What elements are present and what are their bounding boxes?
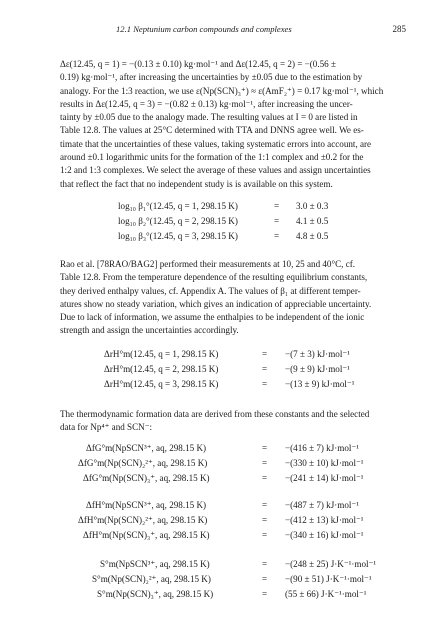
- equation-row: [0, 574, 448, 588]
- equation-sign: =: [262, 589, 268, 599]
- text-line: 0.19) kg·mol⁻¹, after increasing the uncertainties by ±0.05 due to the estimation by: [60, 72, 363, 83]
- equation-rhs: −(241 ± 14) kJ·mol⁻¹: [285, 473, 364, 483]
- equation-rhs: −(340 ± 16) kJ·mol⁻¹: [285, 530, 364, 540]
- equation-rhs: −(248 ± 25) J·K⁻¹·mol⁻¹: [285, 559, 377, 569]
- text-line: tainty by ±0.05 due to the analogy made. The resulting values at I = 0 are listed in: [60, 112, 358, 123]
- running-header: [60, 24, 406, 38]
- paragraph-rao: [60, 258, 406, 338]
- equation-row: [0, 443, 448, 457]
- equation-sign: =: [262, 515, 268, 525]
- text-line: results in Δε(12.45, q = 3) = −(0.82 ± 0.13) kg·mol⁻¹, after increasing the uncer-: [60, 98, 353, 109]
- equation-sign: =: [262, 364, 268, 374]
- text-line: Rao et al. [78RAO/BAG2] performed their measurements at 10, 25 and 40°C, cf.: [60, 259, 356, 269]
- equation-lhs: ΔfG°m(Np(SCN)₂²⁺, aq, 298.15 K): [78, 458, 208, 468]
- equation-lhs: log₁₀ β₃°(12.45, q = 3, 298.15 K): [118, 231, 238, 241]
- equation-sign: =: [274, 216, 280, 226]
- equation-lhs: ΔrH°m(12.45, q = 1, 298.15 K): [104, 349, 219, 359]
- equation-row: [0, 500, 448, 514]
- text-line: they derived enthalpy values, cf. Appendix A. The values of β₁ at different temper-: [60, 285, 361, 296]
- page-number: 285: [392, 24, 406, 34]
- text-line: analogy. For the 1:3 reaction, we use ε(Np(SCN)₃⁺) ≈ ε(AmF₂⁺) = 0.17 kg·mol⁻¹, which: [60, 85, 384, 96]
- text-line: strength and assign the uncertainties accordingly.: [60, 325, 239, 336]
- equation-row: [0, 216, 448, 230]
- equation-rhs: −(90 ± 51) J·K⁻¹·mol⁻¹: [285, 574, 372, 584]
- equation-sign: =: [262, 349, 268, 359]
- equation-rhs: 4.8 ± 0.5: [296, 231, 329, 241]
- equation-sign: =: [262, 559, 268, 569]
- paragraph-uncertainty: [60, 58, 406, 191]
- equation-lhs: ΔfH°m(NpSCN³⁺, aq, 298.15 K): [86, 500, 207, 510]
- equation-rhs: 3.0 ± 0.3: [296, 201, 329, 211]
- equation-sign: =: [262, 530, 268, 540]
- equation-rhs: −(13 ± 9) kJ·mol⁻¹: [285, 379, 355, 389]
- equation-row: [0, 231, 448, 245]
- text-line: 1:2 and 1:3 complexes. We select the average of these values and assign uncertainties: [60, 165, 371, 176]
- paragraph-formation: [60, 408, 406, 435]
- equation-row: [0, 530, 448, 544]
- equation-row: [0, 589, 448, 603]
- equation-sign: =: [262, 500, 268, 510]
- running-header-title: 12.1 Neptunium carbon compounds and complexes: [116, 24, 292, 34]
- text-line: atures show no steady variation, which gives an indication of appreciable uncertainty.: [60, 298, 372, 309]
- equation-rhs: −(487 ± 7) kJ·mol⁻¹: [285, 500, 359, 510]
- equation-sign: =: [274, 231, 280, 241]
- equation-row: [0, 379, 448, 393]
- equation-row: [0, 201, 448, 215]
- equation-row: [0, 473, 448, 487]
- equation-rhs: −(412 ± 13) kJ·mol⁻¹: [285, 515, 364, 525]
- equation-sign: =: [274, 201, 280, 211]
- equation-rhs: −(330 ± 10) kJ·mol⁻¹: [285, 458, 364, 468]
- equation-lhs: log₁₀ β₂°(12.45, q = 2, 298.15 K): [118, 216, 238, 226]
- equation-rhs: (55 ± 66) J·K⁻¹·mol⁻¹: [285, 589, 367, 599]
- equation-sign: =: [262, 458, 268, 468]
- text-line: Table 12.8. From the temperature dependence of the resulting equilibrium constants,: [60, 272, 368, 283]
- equation-rhs: 4.1 ± 0.5: [296, 216, 329, 226]
- equation-row: [0, 458, 448, 472]
- equation-lhs: S°m(NpSCN³⁺, aq, 298.15 K): [100, 559, 210, 569]
- text-line: The thermodynamic formation data are derived from these constants and the selected: [60, 409, 370, 419]
- equation-lhs: ΔfH°m(Np(SCN)₂²⁺, aq, 298.15 K): [78, 515, 208, 525]
- equation-lhs: S°m(Np(SCN)₂²⁺, aq, 298.15 K): [92, 574, 211, 584]
- text-line: data for Np⁴⁺ and SCN⁻:: [60, 422, 153, 433]
- equation-sign: =: [262, 574, 268, 584]
- equation-rhs: −(9 ± 9) kJ·mol⁻¹: [285, 364, 350, 374]
- equation-lhs: ΔfG°m(NpSCN³⁺, aq, 298.15 K): [86, 443, 207, 453]
- text-line: timate that the uncertainties of these values, taking systematic errors into account, are: [60, 138, 372, 149]
- equation-row: [0, 349, 448, 363]
- text-line: Δε(12.45, q = 1) = −(0.13 ± 0.10) kg·mol⁻¹ and Δε(12.45, q = 2) = −(0.56 ±: [60, 59, 336, 69]
- text-line: that reflect the fact that no independent study is is available on this system.: [60, 178, 333, 189]
- equation-row: [0, 364, 448, 378]
- equation-row: [0, 559, 448, 573]
- equation-rhs: −(416 ± 7) kJ·mol⁻¹: [285, 443, 359, 453]
- equation-lhs: ΔrH°m(12.45, q = 2, 298.15 K): [104, 364, 219, 374]
- text-line: Table 12.8. The values at 25°C determined with TTA and DNNS agree well. We es-: [60, 125, 364, 136]
- equation-lhs: S°m(Np(SCN)₃⁺, aq, 298.15 K): [97, 589, 214, 599]
- text-line: Due to lack of information, we assume the enthalpies to be independent of the ionic: [60, 312, 365, 323]
- equation-row: [0, 515, 448, 529]
- text-line: around ±0.1 logarithmic units for the formation of the 1:1 complex and ±0.2 for the: [60, 152, 364, 163]
- equation-lhs: log₁₀ β₁°(12.45, q = 1, 298.15 K): [118, 201, 238, 211]
- equation-lhs: ΔrH°m(12.45, q = 3, 298.15 K): [104, 379, 219, 389]
- equation-sign: =: [262, 379, 268, 389]
- equation-lhs: ΔfG°m(Np(SCN)₃⁺, aq, 298.15 K): [83, 473, 210, 483]
- equation-sign: =: [262, 473, 268, 483]
- equation-lhs: ΔfH°m(Np(SCN)₃⁺, aq, 298.15 K): [83, 530, 210, 540]
- equation-rhs: −(7 ± 3) kJ·mol⁻¹: [285, 349, 350, 359]
- equation-sign: =: [262, 443, 268, 453]
